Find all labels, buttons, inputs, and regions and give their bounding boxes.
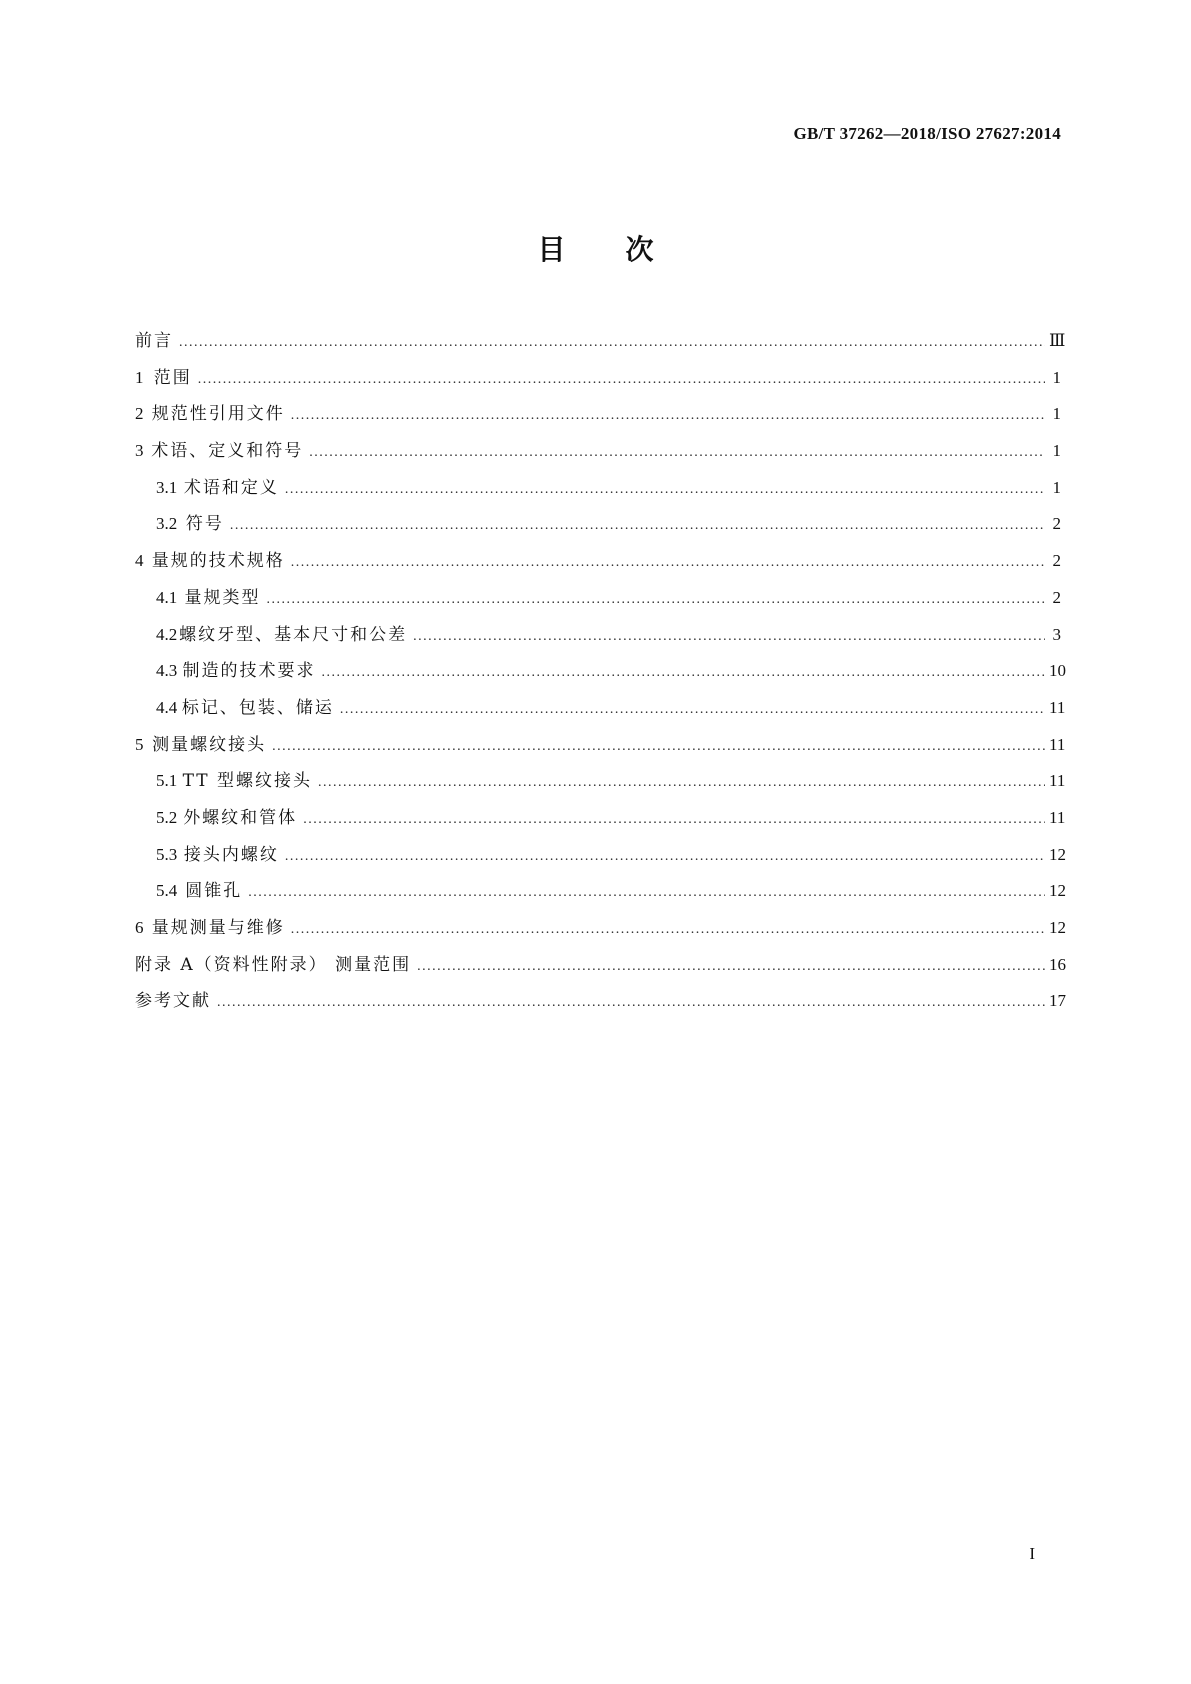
toc-entry-number: 4.3: [156, 661, 178, 681]
toc-dot-leader: [318, 775, 1045, 791]
toc-dot-leader: [179, 335, 1045, 351]
toc-entry-page: 3: [1052, 624, 1061, 644]
toc-entry[interactable]: [135, 399, 1061, 436]
toc-entry[interactable]: [135, 583, 1061, 620]
toc-entry-number: 2: [135, 404, 144, 424]
toc-entry-label: 前言: [135, 331, 173, 351]
toc-entry[interactable]: [135, 546, 1061, 583]
toc-entry-page: 12: [1049, 844, 1066, 864]
page-number: I: [1029, 1544, 1035, 1563]
toc-dot-leader: [291, 555, 1045, 571]
toc-entry-number: 5.1: [156, 771, 178, 791]
toc-entry-number: 3.1: [156, 477, 178, 497]
toc-entry-page: 2: [1052, 587, 1061, 607]
toc-dot-leader: [291, 408, 1045, 424]
toc-dot-leader: [285, 482, 1045, 498]
toc-dot-leader: [217, 995, 1045, 1011]
toc-dot-leader: [198, 372, 1045, 388]
toc-entry-page: 17: [1049, 991, 1066, 1011]
toc-entry-number: 4: [135, 551, 144, 571]
toc-entry[interactable]: [135, 693, 1066, 730]
toc-entry-label: 量规测量与维修: [151, 918, 285, 938]
toc-entry[interactable]: [135, 840, 1066, 877]
toc-entry-number: 3.2: [156, 514, 178, 534]
toc-entry[interactable]: [135, 509, 1061, 546]
toc-entry-page: 1: [1052, 441, 1061, 461]
table-of-contents: [135, 326, 1066, 1023]
toc-entry-label: 接头内螺纹: [183, 844, 279, 865]
toc-entry-label: 范围: [153, 367, 192, 388]
toc-entry-page: 11: [1049, 697, 1066, 717]
toc-entry-label: 测量螺纹接头: [152, 734, 267, 755]
toc-entry-page: 12: [1049, 918, 1066, 937]
toc-entry-label: 术语和定义: [183, 477, 279, 498]
toc-entry[interactable]: [135, 766, 1066, 803]
toc-entry[interactable]: [135, 656, 1066, 693]
toc-entry-number: 5.2: [156, 807, 178, 827]
toc-entry[interactable]: [135, 620, 1061, 657]
toc-dot-leader: [322, 665, 1045, 681]
page-title: 目次: [537, 233, 714, 266]
toc-dot-leader: [230, 518, 1045, 534]
toc-entry-label: 规范性引用文件: [151, 404, 285, 425]
toc-entry-number: 1: [135, 367, 144, 387]
toc-entry-label: TT 型螺纹接头: [182, 771, 313, 792]
toc-entry-page: 11: [1049, 734, 1066, 754]
toc-entry-label: 制造的技术要求: [182, 661, 316, 682]
toc-entry-label: 参考文献: [135, 991, 211, 1012]
toc-entry-number: 3: [135, 441, 144, 461]
toc-entry-number: 4.4: [156, 697, 178, 717]
toc-dot-leader: [272, 739, 1045, 755]
toc-entry-label: 量规的技术规格: [151, 551, 285, 572]
toc-dot-leader: [303, 812, 1045, 828]
toc-entry[interactable]: [135, 986, 1066, 1023]
toc-entry-number: 6: [135, 918, 144, 937]
toc-dot-leader: [267, 592, 1045, 608]
toc-entry-label: 圆锥孔: [185, 881, 243, 902]
toc-entry-page: 1: [1052, 367, 1061, 387]
toc-entry[interactable]: [135, 326, 1066, 363]
toc-dot-leader: [413, 629, 1045, 645]
toc-entry-label: 量规类型: [184, 587, 261, 608]
toc-entry-label: 附录 A（资料性附录） 测量范围: [135, 954, 412, 975]
toc-entry[interactable]: [135, 803, 1066, 840]
toc-entry-number: 5: [135, 734, 144, 754]
toc-entry[interactable]: [135, 436, 1061, 473]
toc-entry-page: 12: [1049, 881, 1066, 901]
toc-entry-label: 符号: [185, 514, 224, 535]
toc-dot-leader: [291, 922, 1045, 938]
toc-dot-leader: [248, 885, 1045, 901]
toc-entry-page: 10: [1049, 661, 1066, 681]
toc-entry-page: 16: [1049, 954, 1066, 974]
toc-entry[interactable]: [135, 950, 1066, 987]
toc-entry-label: 标记、包装、储运: [181, 697, 334, 718]
toc-entry-label: 术语、定义和符号: [151, 441, 304, 462]
toc-entry-page: 1: [1052, 477, 1061, 497]
toc-entry[interactable]: [135, 473, 1061, 510]
toc-entry-page: 11: [1049, 807, 1066, 827]
toc-dot-leader: [340, 702, 1045, 718]
toc-entry-page: Ⅲ: [1049, 331, 1066, 350]
toc-entry[interactable]: [135, 363, 1061, 400]
toc-dot-leader: [417, 959, 1045, 975]
standard-code: GB/T 37262—2018/ISO 27627:2014: [793, 124, 1061, 143]
toc-entry-label: 外螺纹和管体: [183, 807, 298, 828]
toc-entry-label: 螺纹牙型、基本尺寸和公差: [179, 624, 408, 645]
toc-dot-leader: [309, 445, 1045, 461]
toc-entry-page: 2: [1052, 551, 1061, 571]
toc-entry-number: 5.3: [156, 844, 178, 864]
toc-entry-page: 1: [1052, 404, 1061, 424]
toc-entry[interactable]: [135, 913, 1066, 950]
toc-entry[interactable]: [135, 876, 1066, 913]
toc-dot-leader: [285, 849, 1045, 865]
toc-entry-number: 5.4: [156, 881, 178, 901]
toc-entry[interactable]: [135, 730, 1066, 767]
toc-entry-number: 4.2: [156, 624, 178, 644]
toc-entry-page: 11: [1049, 771, 1066, 791]
toc-entry-page: 2: [1052, 514, 1061, 534]
toc-entry-number: 4.1: [156, 587, 178, 607]
